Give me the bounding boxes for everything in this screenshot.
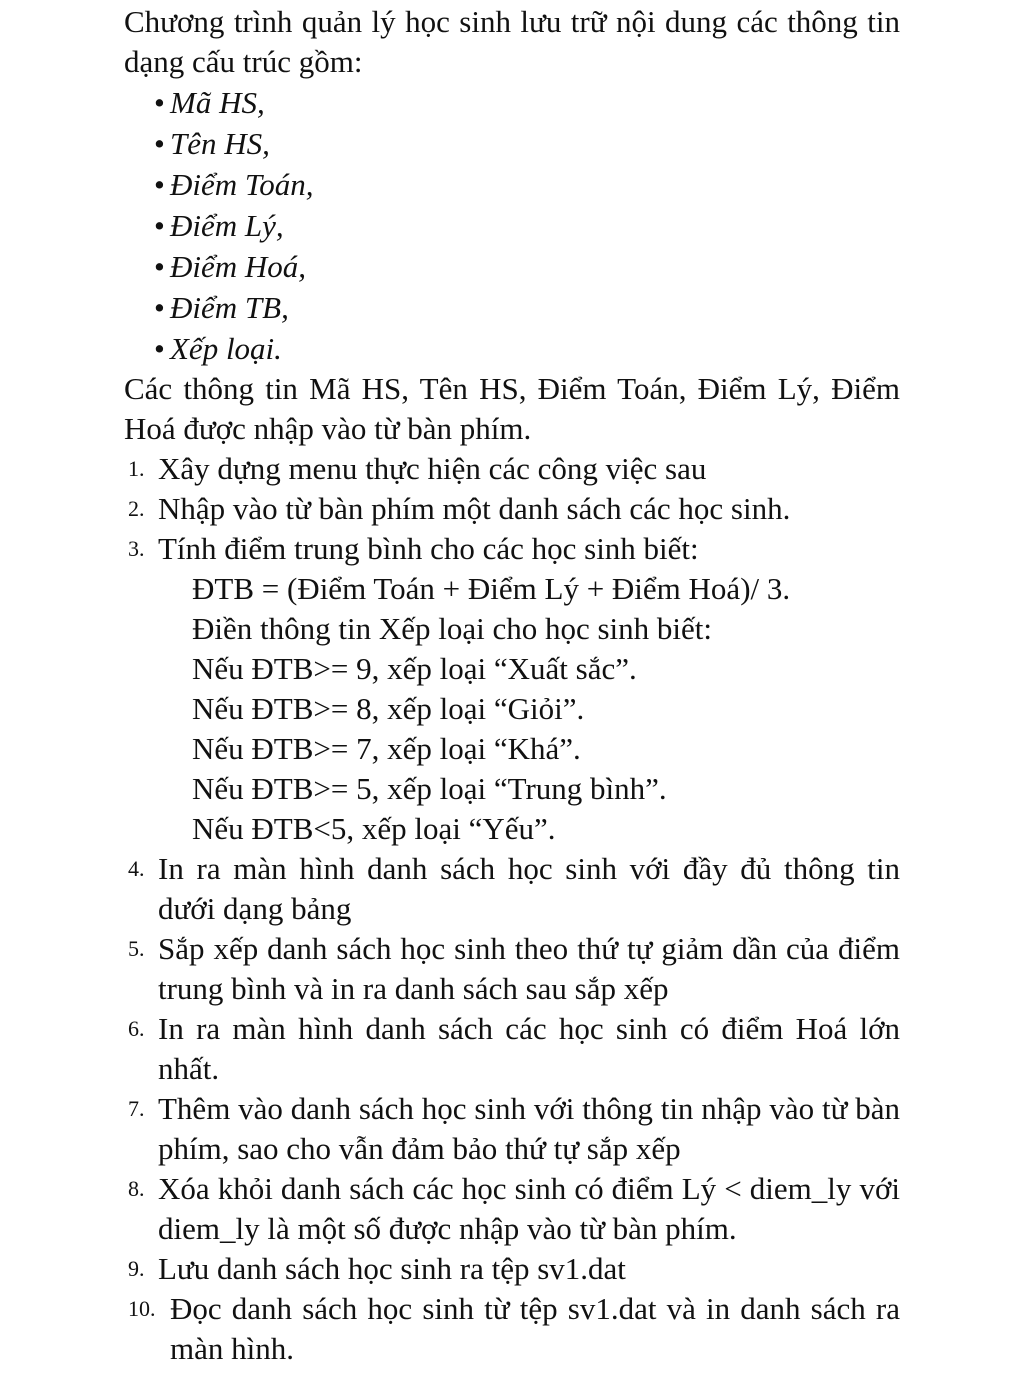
rule-line: Nếu ĐTB<5, xếp loại “Yếu”. [192, 811, 556, 846]
task-item: 1. Xây dựng menu thực hiện các công việc sau [128, 451, 707, 486]
rule-line: Nếu ĐTB>= 9, xếp loại “Xuất sắc”. [192, 651, 637, 686]
list-item: • Điểm TB, [154, 290, 289, 325]
task-item: 2. Nhập vào từ bàn phím một danh sách các học sinh. [128, 491, 791, 526]
list-item: • Mã HS, [154, 85, 265, 120]
rule-line: Nếu ĐTB>= 5, xếp loại “Trung bình”. [192, 771, 667, 806]
task-item: 7. Thêm vào danh sách học sinh với thông tin nhập vào từ bàn phím, sao cho vẫn đảm bảo thứ tự sắp xếp [128, 1091, 900, 1166]
task-item: 3. Tính điểm trung bình cho các học sinh biết: ĐTB = (Điểm Toán + Điểm Lý + Điểm Hoá)/ 3. Điền thông tin Xếp loại cho học sinh biết: Nếu ĐTB>= 9, xếp loại “Xuất sắc”. Nếu ĐTB>= 8, xếp loại “Giỏi”. Nếu ĐTB>= 7, xếp loại “Khá”. Nếu ĐTB>= 5, xếp loại “Trung bình”. Nếu ĐTB<5, xếp loại “Yếu”. [124, 529, 900, 849]
field-list [124, 82, 900, 369]
rule-line: Nếu ĐTB>= 7, xếp loại “Khá”. [192, 731, 581, 766]
input-note-paragraph: Các thông tin Mã HS, Tên HS, Điểm Toán, Điểm Lý, Điểm Hoá được nhập vào từ bàn phím. [124, 371, 900, 446]
formula-line: ĐTB = (Điểm Toán + Điểm Lý + Điểm Hoá)/ 3. [192, 571, 791, 606]
task-item: 6. In ra màn hình danh sách các học sinh có điểm Hoá lớn nhất. [128, 1011, 900, 1086]
task-list [124, 449, 900, 1369]
task-item: 5. Sắp xếp danh sách học sinh theo thứ tự giảm dần của điểm trung bình và in ra danh sách sau sắp xếp [128, 931, 900, 1006]
rule-line: Nếu ĐTB>= 8, xếp loại “Giỏi”. [192, 691, 585, 726]
task-item: 4. In ra màn hình danh sách học sinh với đầy đủ thông tin dưới dạng bảng [128, 851, 900, 926]
task3-details [158, 569, 900, 849]
list-item: • Xếp loại. [154, 331, 282, 366]
task-item: 9. Lưu danh sách học sinh ra tệp sv1.dat [128, 1251, 626, 1286]
list-item: • Tên HS, [154, 126, 270, 161]
detail-line: Điền thông tin Xếp loại cho học sinh biết: [192, 611, 713, 646]
list-item: • Điểm Lý, [154, 208, 284, 243]
document-page [124, 2, 900, 1369]
task-item: 8. Xóa khỏi danh sách các học sinh có điểm Lý < diem_ly với diem_ly là một số được nhập vào từ bàn phím. [128, 1171, 900, 1246]
list-item: • Điểm Hoá, [154, 249, 307, 284]
list-item: • Điểm Toán, [154, 167, 314, 202]
task-item: 10. Đọc danh sách học sinh từ tệp sv1.dat và in danh sách ra màn hình. [128, 1291, 900, 1366]
intro-paragraph: Chương trình quản lý học sinh lưu trữ nội dung các thông tin dạng cấu trúc gồm: [124, 4, 900, 79]
